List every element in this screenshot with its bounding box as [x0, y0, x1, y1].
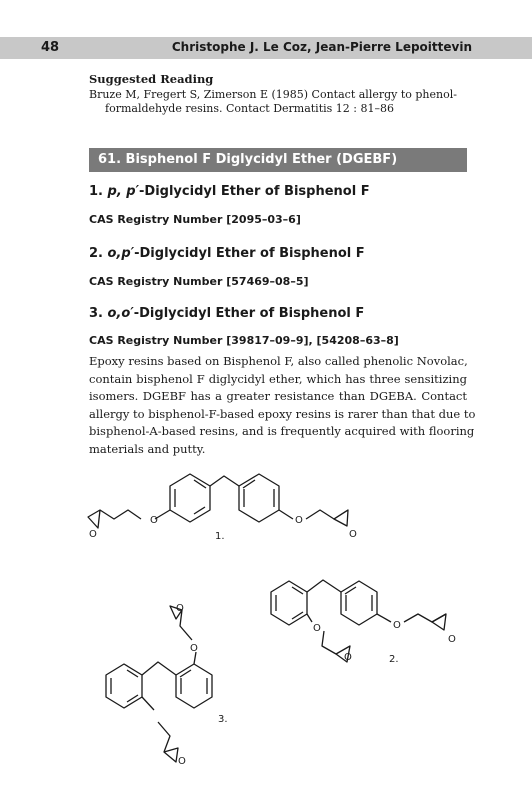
- suggested-reading-reference: Bruze M, Fregert S, Zimerson E (1985) Contact allergy to phenol-formaldehyde resins. Contact Dermatitis 12 : 81–86: [89, 88, 457, 115]
- cas-number-3: CAS Registry Number [39817–09–9], [54208–63–8]: [89, 334, 399, 347]
- cas-number-1: CAS Registry Number [2095–03–6]: [89, 213, 301, 226]
- body-line: bisphenol-A-based resins, and is frequently acquired with flooring: [89, 424, 475, 438]
- structure-label-1: 1.: [215, 531, 225, 542]
- body-line: contain bisphenol F diglycidyl ether, which has three sensitizing: [89, 371, 467, 386]
- body-line: isomers. DGEBF has a greater resistance than DGEBA. Contact: [89, 389, 467, 403]
- isomer-heading-2: 2. o,p′-Diglycidyl Ether of Bisphenol F: [89, 246, 365, 261]
- body-line: allergy to bisphenol-F-based epoxy resins is rarer than that due to: [89, 406, 476, 421]
- oxygen-atom-label: O: [295, 515, 303, 526]
- structure-1-pp: [88, 474, 348, 528]
- isomer-heading-3: 3. o,o′-Diglycidyl Ether of Bisphenol F: [89, 306, 365, 321]
- structure-2-op: [271, 580, 446, 662]
- oxygen-atom-label: O: [176, 603, 184, 614]
- oxygen-atom-label: O: [313, 623, 321, 634]
- oxygen-atom-label: O: [190, 643, 198, 654]
- section-title: 61. Bisphenol F Diglycidyl Ether (DGEBF): [98, 152, 398, 167]
- oxygen-atom-label: O: [344, 652, 352, 663]
- page-number: 48: [41, 40, 60, 55]
- oxygen-atom-label: O: [393, 620, 401, 631]
- isomer-heading-1: 1. p, p′-Diglycidyl Ether of Bisphenol F: [89, 184, 370, 199]
- suggested-reading-title: Suggested Reading: [89, 72, 214, 86]
- structure-label-2: 2.: [389, 654, 399, 665]
- body-line: Epoxy resins based on Bisphenol F, also called phenolic Novolac,: [89, 354, 468, 368]
- oxygen-atom-label: O: [150, 515, 158, 526]
- oxygen-atom-label: O: [89, 529, 97, 540]
- oxygen-atom-label: O: [349, 529, 357, 540]
- body-line: materials and putty.: [89, 441, 206, 456]
- oxygen-atom-label: O: [448, 634, 456, 645]
- structure-label-3: 3.: [218, 714, 228, 725]
- running-head: Christophe J. Le Coz, Jean-Pierre Lepoittevin: [171, 40, 472, 54]
- structure-3-oo: [106, 606, 212, 762]
- cas-number-2: CAS Registry Number [57469–08–5]: [89, 275, 309, 288]
- oxygen-atom-label: O: [178, 756, 186, 767]
